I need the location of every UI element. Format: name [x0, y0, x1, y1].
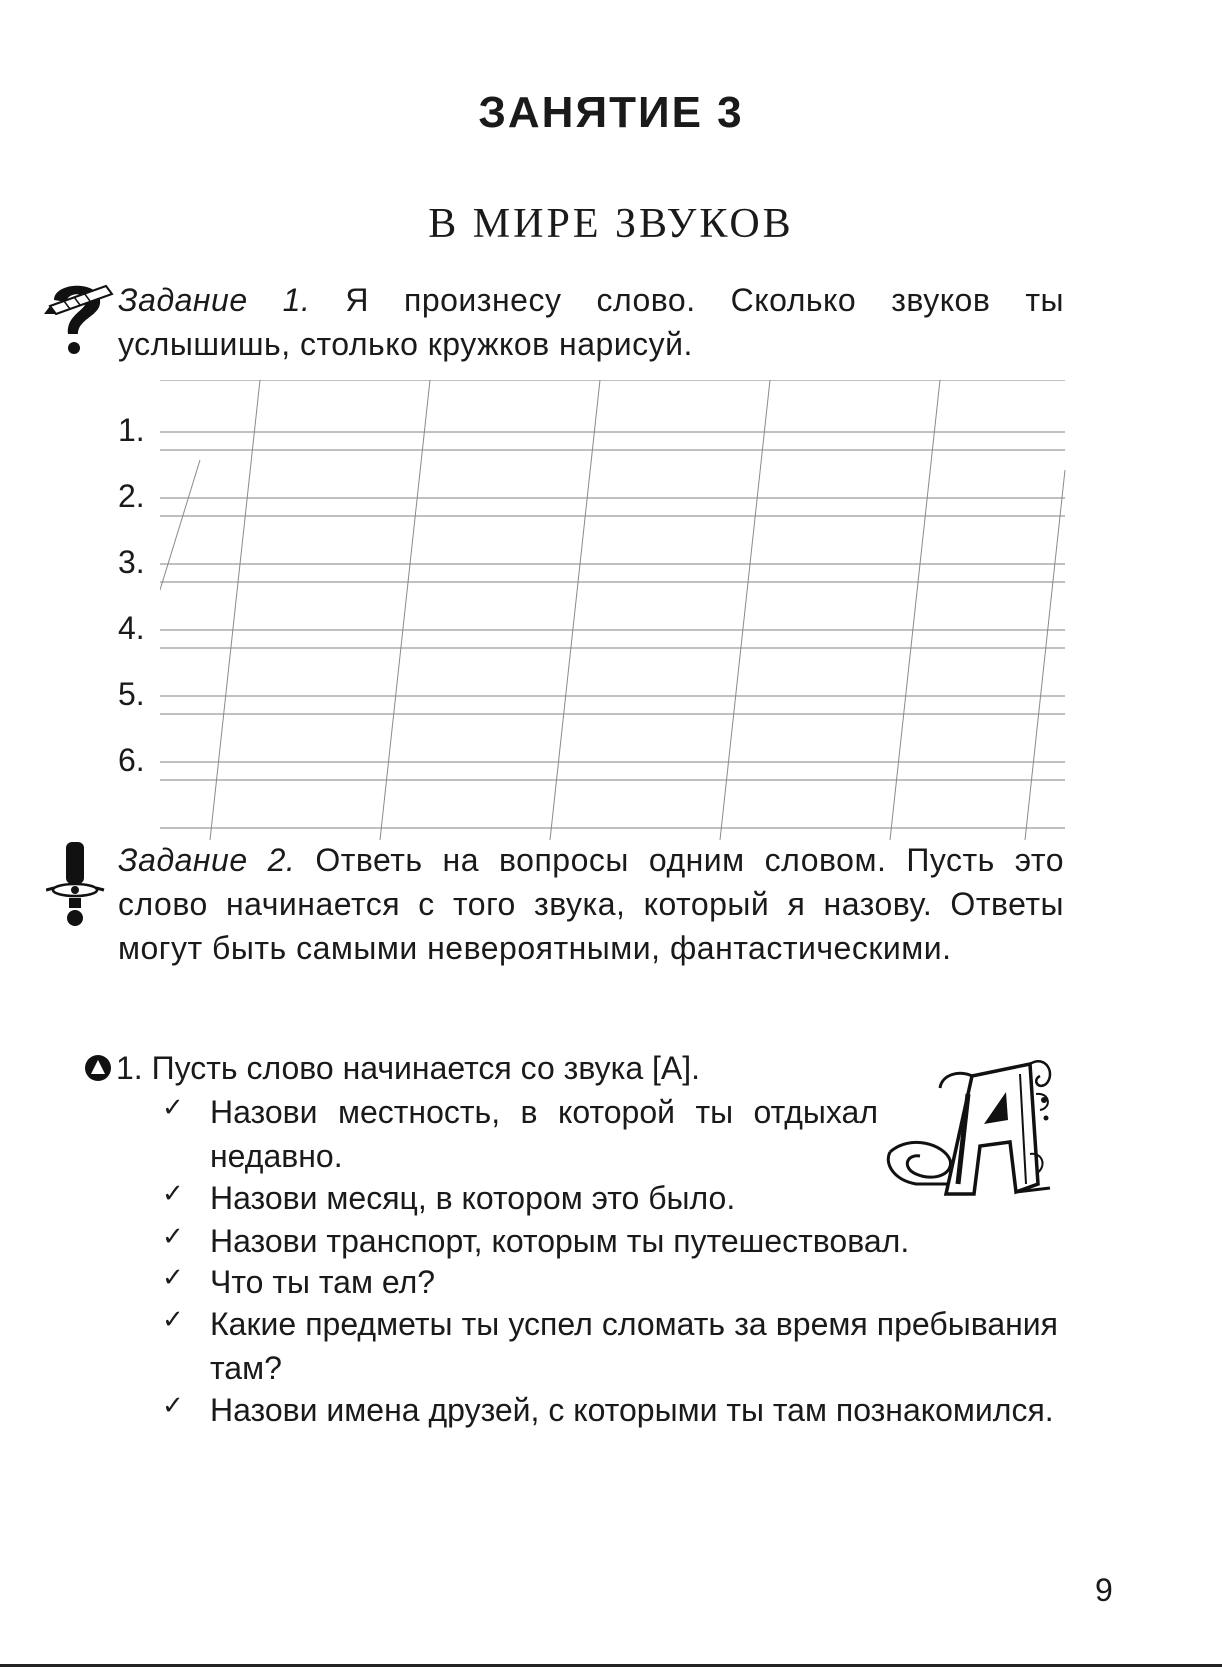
lesson-title: ЗАНЯТИЕ 3	[478, 88, 744, 137]
checkmark-icon: ✓	[162, 1178, 184, 1208]
lesson-topic: В МИРЕ ЗВУКОВ	[428, 201, 794, 247]
page-number: 9	[1095, 1572, 1113, 1608]
grid-row-number: 3.	[118, 544, 145, 580]
checkmark-icon: ✓	[162, 1221, 184, 1251]
exclamation-person-icon	[46, 840, 106, 930]
task1-label: Задание 1.	[118, 282, 311, 318]
letter-a-scroll-icon	[880, 1034, 1060, 1204]
bottom-rule	[0, 1664, 1222, 1667]
task1-body: Я произнесу слово. Сколько звуков ты услышишь, столько кружков нарисуй.	[118, 282, 1065, 362]
question1-heading: 1. Пусть слово начинается со звука [А].	[116, 1050, 701, 1086]
grid-row-number: 2.	[118, 478, 145, 514]
checkmark-icon: ✓	[162, 1390, 184, 1420]
grid-row-number: 4.	[118, 610, 145, 646]
bullet-triangle-icon	[84, 1054, 112, 1082]
question1-item: Какие предметы ты успел сломать за время пребывания там?	[210, 1306, 1058, 1386]
checkmark-icon: ✓	[162, 1262, 184, 1292]
question1-item: Назови месяц, в котором это было.	[210, 1180, 736, 1216]
question1-item: Что ты там ел?	[210, 1264, 436, 1300]
task1-text	[118, 278, 1064, 366]
task2-text	[118, 838, 1064, 970]
task2-label: Задание 2.	[118, 842, 296, 878]
pencil-question-icon	[44, 278, 114, 358]
grid-row-number: 1.	[118, 412, 145, 448]
checkmark-icon: ✓	[162, 1304, 184, 1334]
checkmark-icon: ✓	[162, 1092, 184, 1122]
grid-row-number: 5.	[118, 676, 145, 712]
task2-body: Ответь на вопросы одним словом. Пусть это слово начинается с того звука, который я назову. Ответы могут быть самыми невероятными, фантастическими.	[118, 842, 1065, 966]
writing-grid	[160, 380, 1066, 845]
question1-item: Назови транспорт, которым ты путешествовал.	[210, 1223, 910, 1259]
grid-row-number: 6.	[118, 742, 145, 778]
question1-item: Назови имена друзей, с которыми ты там познакомился.	[210, 1392, 1054, 1428]
question1-item: Назови местность, в которой ты отдыхал недавно.	[210, 1094, 878, 1174]
